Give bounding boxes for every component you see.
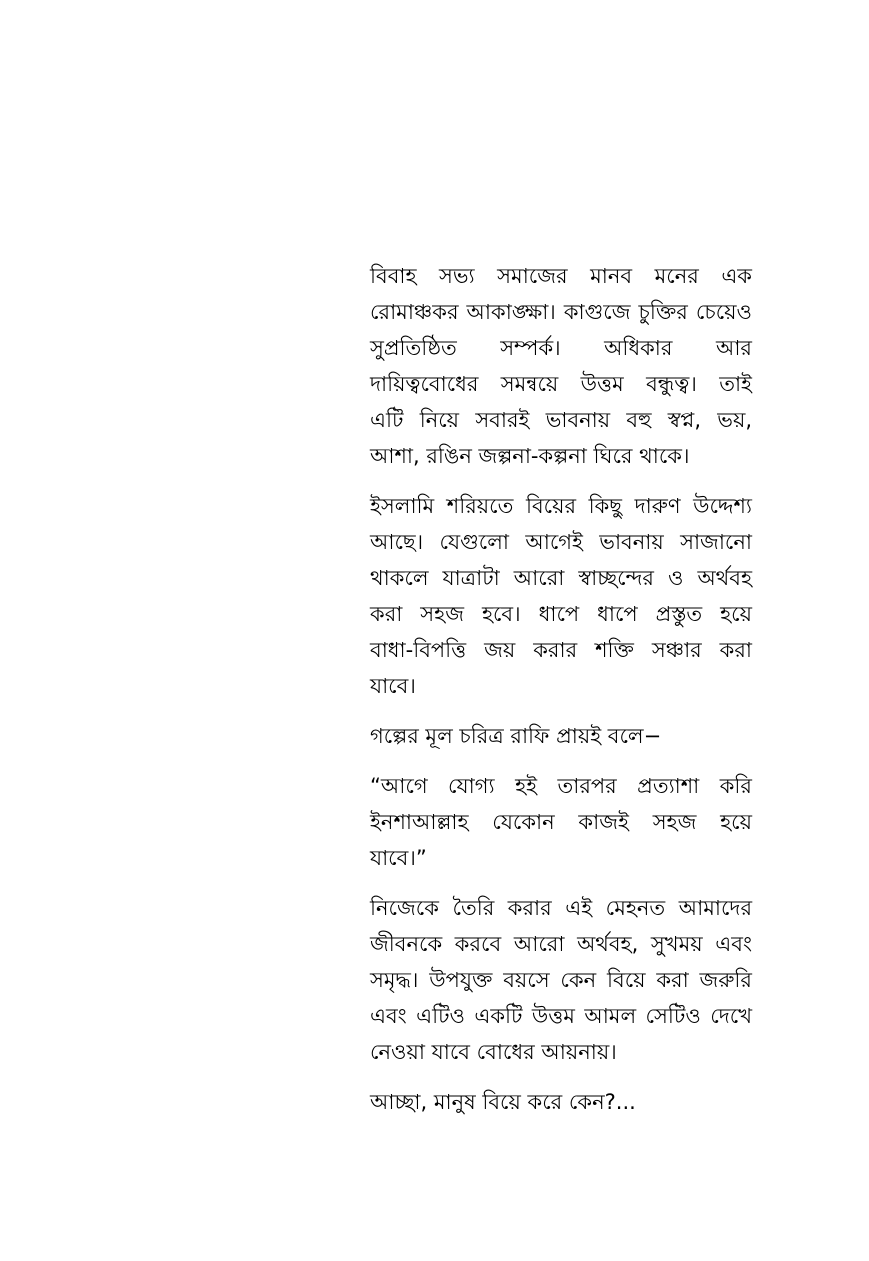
text-line: যাবে।” [370, 846, 427, 870]
text-line: আচ্ছা, মানুষ বিয়ে করে কেন?... [370, 1090, 636, 1114]
text-line: গল্পের মূল চরিত্র রাফি প্রায়ই বলে− [370, 724, 662, 748]
text-line: এবং এটিও একটি উত্তম আমল সেটিও দেখে [370, 1004, 752, 1028]
text-line: করা সহজ হবে। ধাপে ধাপে প্রস্তুত হয়ে [370, 602, 752, 626]
text-line: সুপ্রতিষ্ঠিত সম্পর্ক। অধিকার আর [370, 336, 752, 360]
paragraph-islamic-purpose [370, 488, 752, 704]
text-line: নেওয়া যাবে বোধের আয়নায়। [370, 1040, 617, 1064]
text-line: আছে। যেগুলো আগেই ভাবনায় সাজানো [370, 530, 752, 554]
paragraph-marriage-intro [370, 258, 752, 474]
text-line: রোমাঞ্চকর আকাঙ্ক্ষা। কাগুজে চুক্তির চেয়েও [370, 300, 752, 324]
text-line: ইনশাআল্লাহ যেকোন কাজই সহজ হয়ে [370, 810, 752, 834]
text-line: আশা, রঙিন জল্পনা-কল্পনা ঘিরে থাকে। [370, 444, 690, 468]
text-line: থাকলে যাত্রাটা আরো স্বাচ্ছন্দের ও অর্থবহ [370, 566, 752, 590]
text-line: দায়িত্ববোধের সমন্বয়ে উত্তম বন্ধুত্ব। তাই [370, 372, 752, 396]
text-line: ইসলামি শরিয়তে বিয়ের কিছু দারুণ উদ্দেশ্য [370, 494, 752, 518]
body-text-column [370, 258, 752, 1134]
text-line: সমৃদ্ধ। উপযুক্ত বয়সে কেন বিয়ে করা জরুরি [370, 968, 752, 992]
text-line: বিবাহ সভ্য সমাজের মানব মনের এক [370, 264, 752, 288]
text-line: যাবে। [370, 674, 416, 698]
paragraph-character-intro [370, 718, 752, 754]
paragraph-quote [370, 768, 752, 876]
text-line: নিজেকে তৈরি করার এই মেহনত আমাদের [370, 896, 752, 920]
text-line: এটি নিয়ে সবারই ভাবনায় বহু স্বপ্ন, ভয়, [370, 408, 752, 432]
text-line: “আগে যোগ্য হই তারপর প্রত্যাশা করি [370, 774, 752, 798]
text-line: জীবনকে করবে আরো অর্থবহ, সুখময় এবং [370, 932, 752, 956]
paragraph-closing-question [370, 1084, 752, 1120]
paragraph-self-preparation [370, 890, 752, 1070]
text-line: বাধা-বিপত্তি জয় করার শক্তি সঞ্চার করা [370, 638, 752, 662]
